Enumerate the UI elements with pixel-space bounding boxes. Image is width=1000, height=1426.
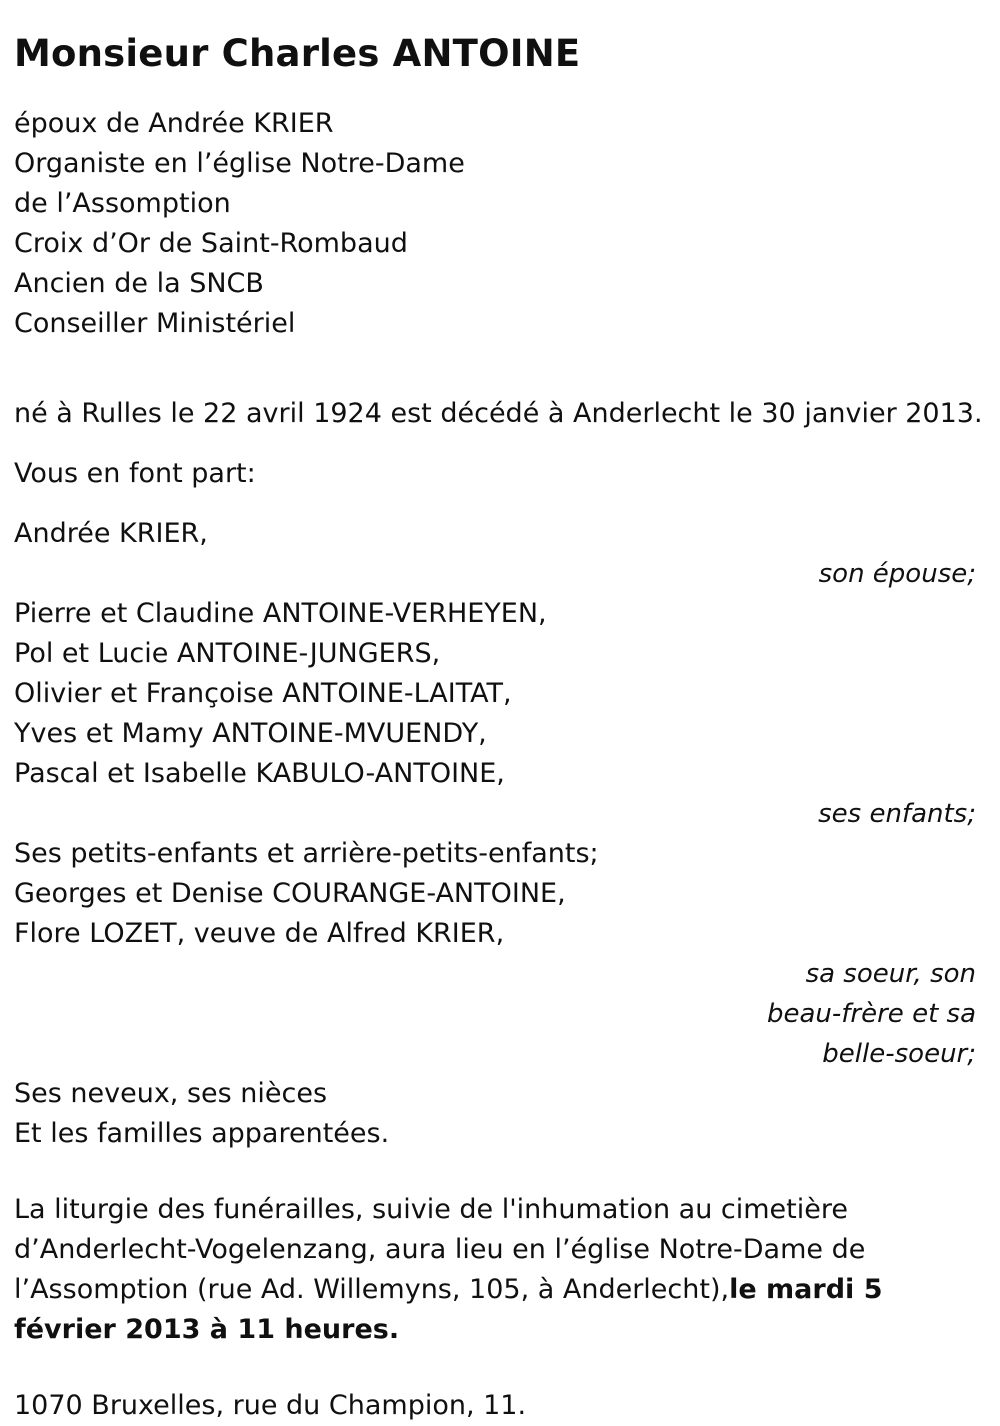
family-member: Georges et Denise COURANGE-ANTOINE, (14, 878, 566, 909)
spacer (14, 1350, 986, 1386)
spouse-relation (14, 554, 986, 594)
other-relatives (14, 1074, 986, 1154)
ceremony-paragraph (14, 1190, 974, 1350)
notice-line (14, 454, 986, 494)
spacer (14, 344, 986, 394)
family-member: Ses neveux, ses nièces (14, 1078, 328, 1109)
ceremony-text: La liturgie des funérailles, suivie de l'inhumation au cimetière d’Anderlecht-Vogelenzang, aura lieu en l’église Notre-Dame de l’Assomption (rue Ad. Willemyns, 105, à Anderlecht), (14, 1194, 866, 1305)
spacer (14, 1154, 986, 1190)
subtitle-line: Organiste en l’église Notre-Dame (14, 148, 465, 179)
spacer (14, 494, 986, 514)
family-member: Pascal et Isabelle KABULO-ANTOINE, (14, 758, 505, 789)
birth-death-line: né à Rulles le 22 avril 1924 est décédé à Anderlecht le 30 janvier 2013. (14, 398, 983, 429)
relation-line: sa soeur, son (805, 959, 976, 989)
subtitle-line: Croix d’Or de Saint-Rombaud (14, 228, 408, 259)
notice-text: Vous en font part: (14, 458, 256, 489)
subtitle-line: Ancien de la SNCB (14, 268, 264, 299)
spacer (14, 434, 986, 454)
family-member: Olivier et Françoise ANTOINE-LAITAT, (14, 678, 512, 709)
family-member: Pol et Lucie ANTOINE-JUNGERS, (14, 638, 441, 669)
announcement-block (14, 394, 986, 434)
family-member: Flore LOZET, veuve de Alfred KRIER, (14, 918, 505, 949)
siblings-relation (14, 954, 986, 1074)
address-line: 1070 Bruxelles, rue du Champion, 11. (14, 1390, 527, 1421)
family-member: Et les familles apparentées. (14, 1118, 390, 1149)
spouse-names (14, 514, 986, 554)
relation-line: son épouse; (818, 559, 976, 589)
subtitle-line: époux de Andrée KRIER (14, 108, 334, 139)
family-member: Pierre et Claudine ANTOINE-VERHEYEN, (14, 598, 547, 629)
subtitle-block (14, 104, 986, 344)
subtitle-line: de l’Assomption (14, 188, 231, 219)
family-member: Ses petits-enfants et arrière-petits-enfants; (14, 838, 599, 869)
ceremony-datetime: le mardi 5 février 2013 à 11 heures. (14, 1274, 883, 1345)
subtitle-line: Conseiller Ministériel (14, 308, 296, 339)
family-member: Andrée KRIER, (14, 518, 208, 549)
relation-line: ses enfants; (818, 799, 976, 829)
children-names (14, 594, 986, 794)
children-relation (14, 794, 986, 834)
relation-line: beau-frère et sa (766, 999, 976, 1029)
family-member: Yves et Mamy ANTOINE-MVUENDY, (14, 718, 487, 749)
page-title: Monsieur Charles ANTOINE (14, 32, 581, 75)
relation-line: belle-soeur; (822, 1039, 976, 1069)
siblings-names (14, 834, 986, 954)
footer-address (14, 1386, 986, 1426)
